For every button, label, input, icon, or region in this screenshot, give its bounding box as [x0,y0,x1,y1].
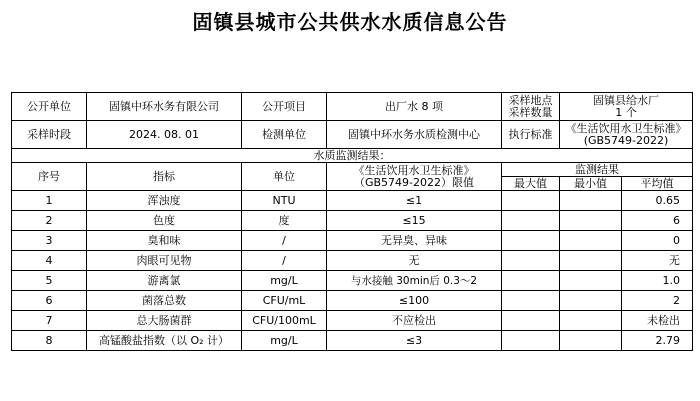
publisher-label: 公开单位 [12,93,87,121]
test-unit-label: 检测单位 [242,121,327,149]
row-no: 1 [12,191,87,211]
col-header-avg: 平均值 [622,177,693,191]
sample-count-value: 1 个 [615,105,637,119]
col-header-min: 最小值 [560,177,622,191]
sample-time-label: 采样时段 [12,121,87,149]
row-unit: NTU [242,191,327,211]
table-row [12,211,693,231]
results-title: 水质监测结果： [12,149,693,163]
col-header-limit [327,163,502,191]
item-value: 出厂水 8 项 [327,93,502,121]
sample-site-count-values [560,93,693,121]
row-unit: / [242,251,327,271]
row-min [560,211,622,231]
col-header-max: 最大值 [502,177,560,191]
row-max [502,231,560,251]
item-label: 公开项目 [242,93,327,121]
standard-value-line2: (GB5749-2022) [583,133,669,147]
sample-site-label: 采样地点 [508,93,553,107]
table-row [12,311,693,331]
row-indicator: 浑浊度 [87,191,242,211]
col-header-unit: 单位 [242,163,327,191]
row-indicator: 总大肠菌群 [87,311,242,331]
publisher-value: 固镇中环水务有限公司 [87,93,242,121]
row-indicator: 肉眼可见物 [87,251,242,271]
row-avg: 0 [622,231,693,251]
sample-site-value: 固镇县给水厂 [593,93,659,107]
water-quality-table [11,92,693,351]
row-min [560,271,622,291]
row-no: 2 [12,211,87,231]
row-no: 8 [12,331,87,351]
col-header-monitor: 监测结果 [502,163,693,177]
row-min [560,291,622,311]
table-row [12,291,693,311]
row-max [502,271,560,291]
row-avg: 2 [622,291,693,311]
row-max [502,251,560,271]
standard-value [560,121,693,149]
col-header-limit-line2: （GB5749-2022）限值 [353,175,475,189]
row-unit: CFU/mL [242,291,327,311]
row-unit: / [242,231,327,251]
row-unit: CFU/100mL [242,311,327,331]
table-row [12,251,693,271]
row-indicator: 高锰酸盐指数（以 O₂ 计） [87,331,242,351]
row-max [502,291,560,311]
row-indicator: 臭和味 [87,231,242,251]
row-avg: 无 [622,251,693,271]
row-max [502,191,560,211]
row-unit: mg/L [242,331,327,351]
row-limit: 不应检出 [327,311,502,331]
table-row [12,231,693,251]
row-limit: ≤15 [327,211,502,231]
table-row [12,331,693,351]
row-no: 5 [12,271,87,291]
sample-count-label: 采样数量 [508,105,553,119]
row-min [560,251,622,271]
row-indicator: 菌落总数 [87,291,242,311]
row-avg: 2.79 [622,331,693,351]
row-limit: 无 [327,251,502,271]
row-limit: ≤3 [327,331,502,351]
row-indicator: 游离氯 [87,271,242,291]
row-limit: 与水接触 30min后 0.3～2 [327,271,502,291]
page-title: 固镇县城市公共供水水质信息公告 [192,10,508,34]
row-max [502,331,560,351]
table-row [12,191,693,211]
row-limit: ≤1 [327,191,502,211]
col-header-limit-line1: 《生活饮用水卫生标准》 [353,163,475,177]
row-unit: 度 [242,211,327,231]
standard-label: 执行标准 [502,121,560,149]
row-indicator: 色度 [87,211,242,231]
sample-site-count-labels [502,93,560,121]
row-min [560,191,622,211]
row-no: 7 [12,311,87,331]
row-no: 3 [12,231,87,251]
sample-time-value: 2024. 08. 01 [87,121,242,149]
row-avg: 6 [622,211,693,231]
row-limit: ≤100 [327,291,502,311]
row-no: 4 [12,251,87,271]
row-unit: mg/L [242,271,327,291]
row-no: 6 [12,291,87,311]
test-unit-value: 固镇中环水务水质检测中心 [327,121,502,149]
col-header-no: 序号 [12,163,87,191]
row-min [560,231,622,251]
table-row [12,271,693,291]
row-avg: 1.0 [622,271,693,291]
row-avg: 未检出 [622,311,693,331]
row-limit: 无异臭、异味 [327,231,502,251]
row-avg: 0.65 [622,191,693,211]
row-min [560,331,622,351]
col-header-indicator: 指标 [87,163,242,191]
standard-value-line1: 《生活饮用水卫生标准》 [565,121,687,135]
row-max [502,311,560,331]
row-min [560,311,622,331]
row-max [502,211,560,231]
